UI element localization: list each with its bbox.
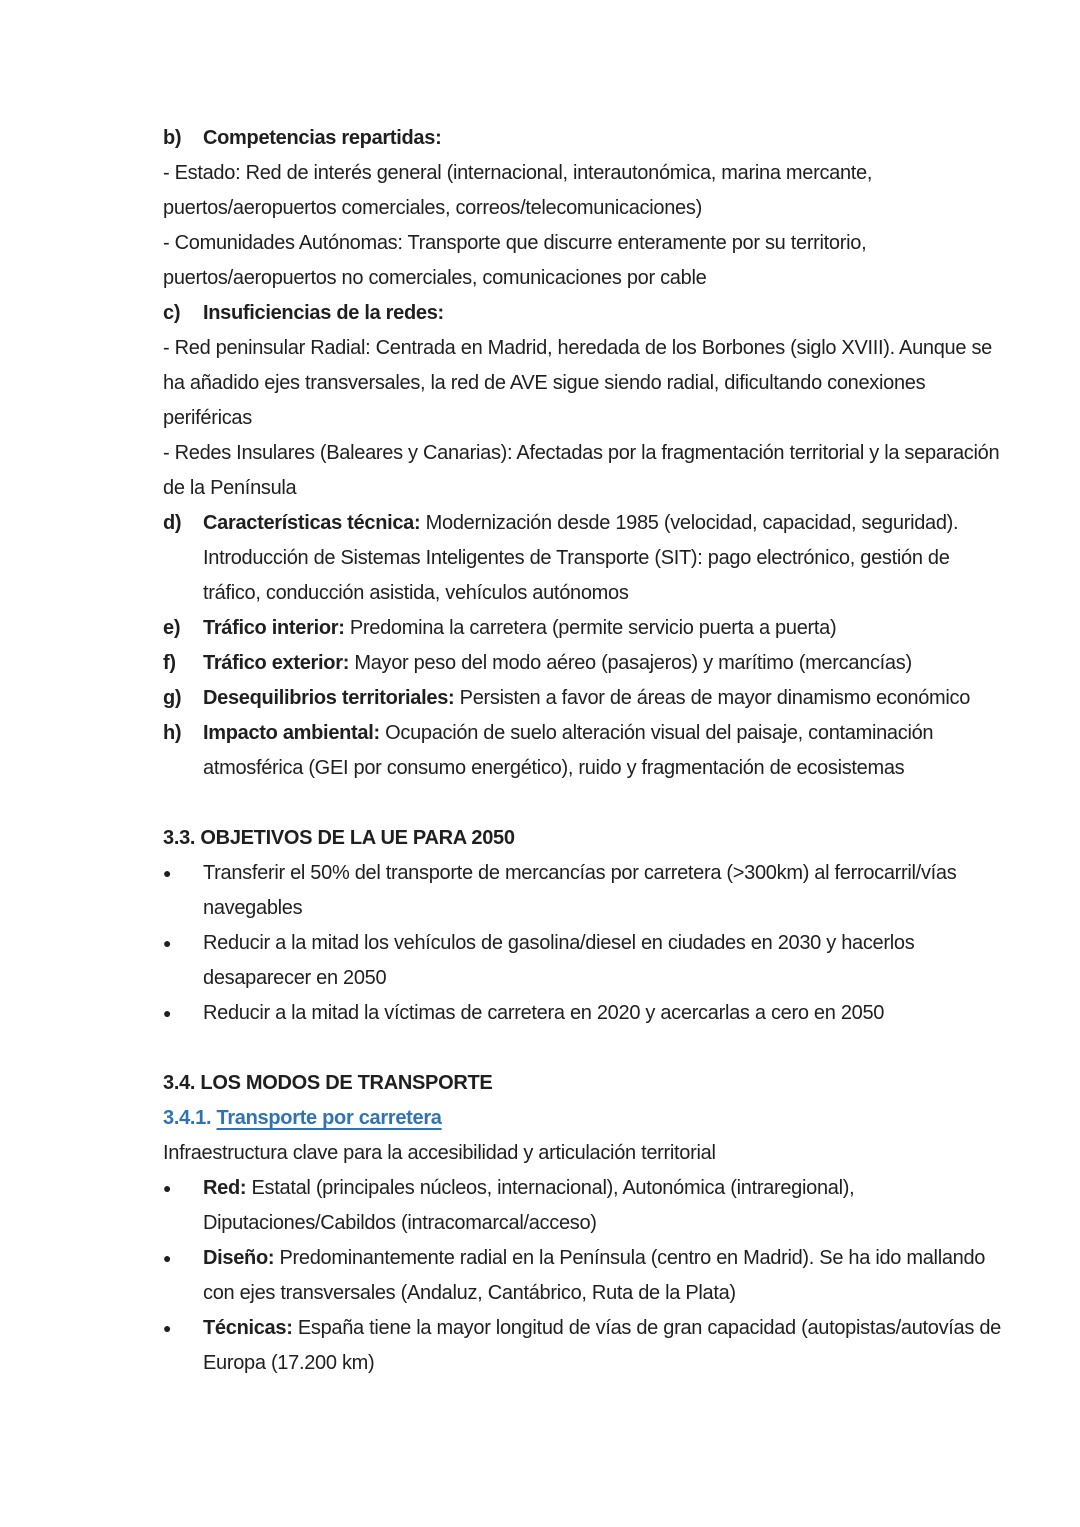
item-title-g: Desequilibrios territoriales: — [203, 687, 455, 709]
bullet-item — [163, 1241, 1063, 1276]
subsection-title-link: Transporte por carretera — [216, 1107, 442, 1129]
item-marker-d: d) — [163, 512, 182, 534]
bullet-icon: ● — [163, 1005, 172, 1021]
bullet-item — [163, 926, 1063, 961]
item-text-d: Modernización desde 1985 (velocidad, capacidad, seguridad). — [425, 512, 959, 534]
item-title-h: Impacto ambiental: — [203, 722, 380, 744]
list-item-e — [163, 611, 1063, 646]
bullet-text: Reducir a la mitad los vehículos de gasolina/diesel en ciudades en 2030 y hacerlos — [203, 932, 915, 954]
body-line: de la Península — [163, 477, 297, 499]
bullet-icon: ● — [163, 1320, 172, 1336]
body-line: tráfico, conducción asistida, vehículos autónomos — [203, 582, 629, 604]
blank-line — [163, 1031, 1063, 1066]
body-line: puertos/aeropuertos no comerciales, comunicaciones por cable — [163, 267, 707, 289]
section-heading-objetivos: 3.3. OBJETIVOS DE LA UE PARA 2050 — [163, 827, 515, 849]
bullet-text: Transferir el 50% del transporte de mercancías por carretera (>300km) al ferrocarril/vías — [203, 862, 957, 884]
list-item-b — [163, 121, 1063, 156]
list-item-g — [163, 681, 1063, 716]
section-heading-modos: 3.4. LOS MODOS DE TRANSPORTE — [163, 1072, 493, 1094]
bullet-icon: ● — [163, 935, 172, 951]
bullet-icon: ● — [163, 1250, 172, 1266]
item-text-g: Persisten a favor de áreas de mayor dinamismo económico — [459, 687, 971, 709]
item-marker-b: b) — [163, 127, 182, 149]
item-title-b: Competencias repartidas: — [203, 127, 442, 149]
bullet-text: Reducir a la mitad la víctimas de carretera en 2020 y acercarlas a cero en 2050 — [203, 1002, 885, 1024]
body-line: puertos/aeropuertos comerciales, correos/telecomunicaciones) — [163, 197, 702, 219]
item-text-e: Predomina la carretera (permite servicio puerta a puerta) — [349, 617, 837, 639]
item-marker-c: c) — [163, 302, 181, 324]
body-line: desaparecer en 2050 — [203, 967, 387, 989]
list-item-c — [163, 296, 1063, 331]
subsection-number: 3.4.1. — [163, 1107, 212, 1129]
body-line: Europa (17.200 km) — [203, 1352, 375, 1374]
bullet-label: Red: — [203, 1177, 247, 1199]
body-line: - Comunidades Autónomas: Transporte que discurre enteramente por su territorio, — [163, 232, 867, 254]
bullet-item — [163, 856, 1063, 891]
item-title-c: Insuficiencias de la redes: — [203, 302, 444, 324]
list-item-d — [163, 506, 1063, 541]
item-marker-f: f) — [163, 652, 176, 674]
bullet-text: Estatal (principales núcleos, internacional), Autonómica (intraregional), — [251, 1177, 855, 1199]
intro-line: Infraestructura clave para la accesibilidad y articulación territorial — [163, 1142, 716, 1164]
body-line: Diputaciones/Cabildos (intracomarcal/acceso) — [203, 1212, 597, 1234]
item-marker-g: g) — [163, 687, 182, 709]
body-line: Introducción de Sistemas Inteligentes de Transporte (SIT): pago electrónico, gestión de — [203, 547, 950, 569]
body-line: navegables — [203, 897, 303, 919]
bullet-label: Técnicas: — [203, 1317, 293, 1339]
bullet-text: España tiene la mayor longitud de vías de gran capacidad (autopistas/autovías de — [297, 1317, 1001, 1339]
item-marker-h: h) — [163, 722, 182, 744]
body-line: - Red peninsular Radial: Centrada en Madrid, heredada de los Borbones (siglo XVIII). Aunque se — [163, 337, 992, 359]
body-line: atmosférica (GEI por consumo energético), ruido y fragmentación de ecosistemas — [203, 757, 905, 779]
body-line: - Estado: Red de interés general (internacional, interautonómica, marina mercante, — [163, 162, 873, 184]
blank-line — [163, 786, 1063, 821]
bullet-item — [163, 996, 1063, 1031]
body-line: - Redes Insulares (Baleares y Canarias): Afectadas por la fragmentación territorial y la separación — [163, 442, 1000, 464]
item-title-e: Tráfico interior: — [203, 617, 345, 639]
item-text-h: Ocupación de suelo alteración visual del paisaje, contaminación — [385, 722, 934, 744]
bullet-item — [163, 1311, 1063, 1346]
bullet-text: Predominantemente radial en la Península (centro en Madrid). Se ha ido mallando — [279, 1247, 986, 1269]
body-line: periféricas — [163, 407, 252, 429]
document-content — [163, 121, 1063, 1381]
body-line: con ejes transversales (Andaluz, Cantábrico, Ruta de la Plata) — [203, 1282, 736, 1304]
list-item-h — [163, 716, 1063, 751]
list-item-f — [163, 646, 1063, 681]
item-title-d: Características técnica: — [203, 512, 421, 534]
subsection-heading — [163, 1101, 1063, 1136]
bullet-icon: ● — [163, 865, 172, 881]
body-line: ha añadido ejes transversales, la red de AVE sigue siendo radial, dificultando conexiones — [163, 372, 926, 394]
item-marker-e: e) — [163, 617, 181, 639]
item-title-f: Tráfico exterior: — [203, 652, 350, 674]
bullet-icon: ● — [163, 1180, 172, 1196]
item-text-f: Mayor peso del modo aéreo (pasajeros) y marítimo (mercancías) — [354, 652, 912, 674]
bullet-item — [163, 1171, 1063, 1206]
bullet-label: Diseño: — [203, 1247, 275, 1269]
